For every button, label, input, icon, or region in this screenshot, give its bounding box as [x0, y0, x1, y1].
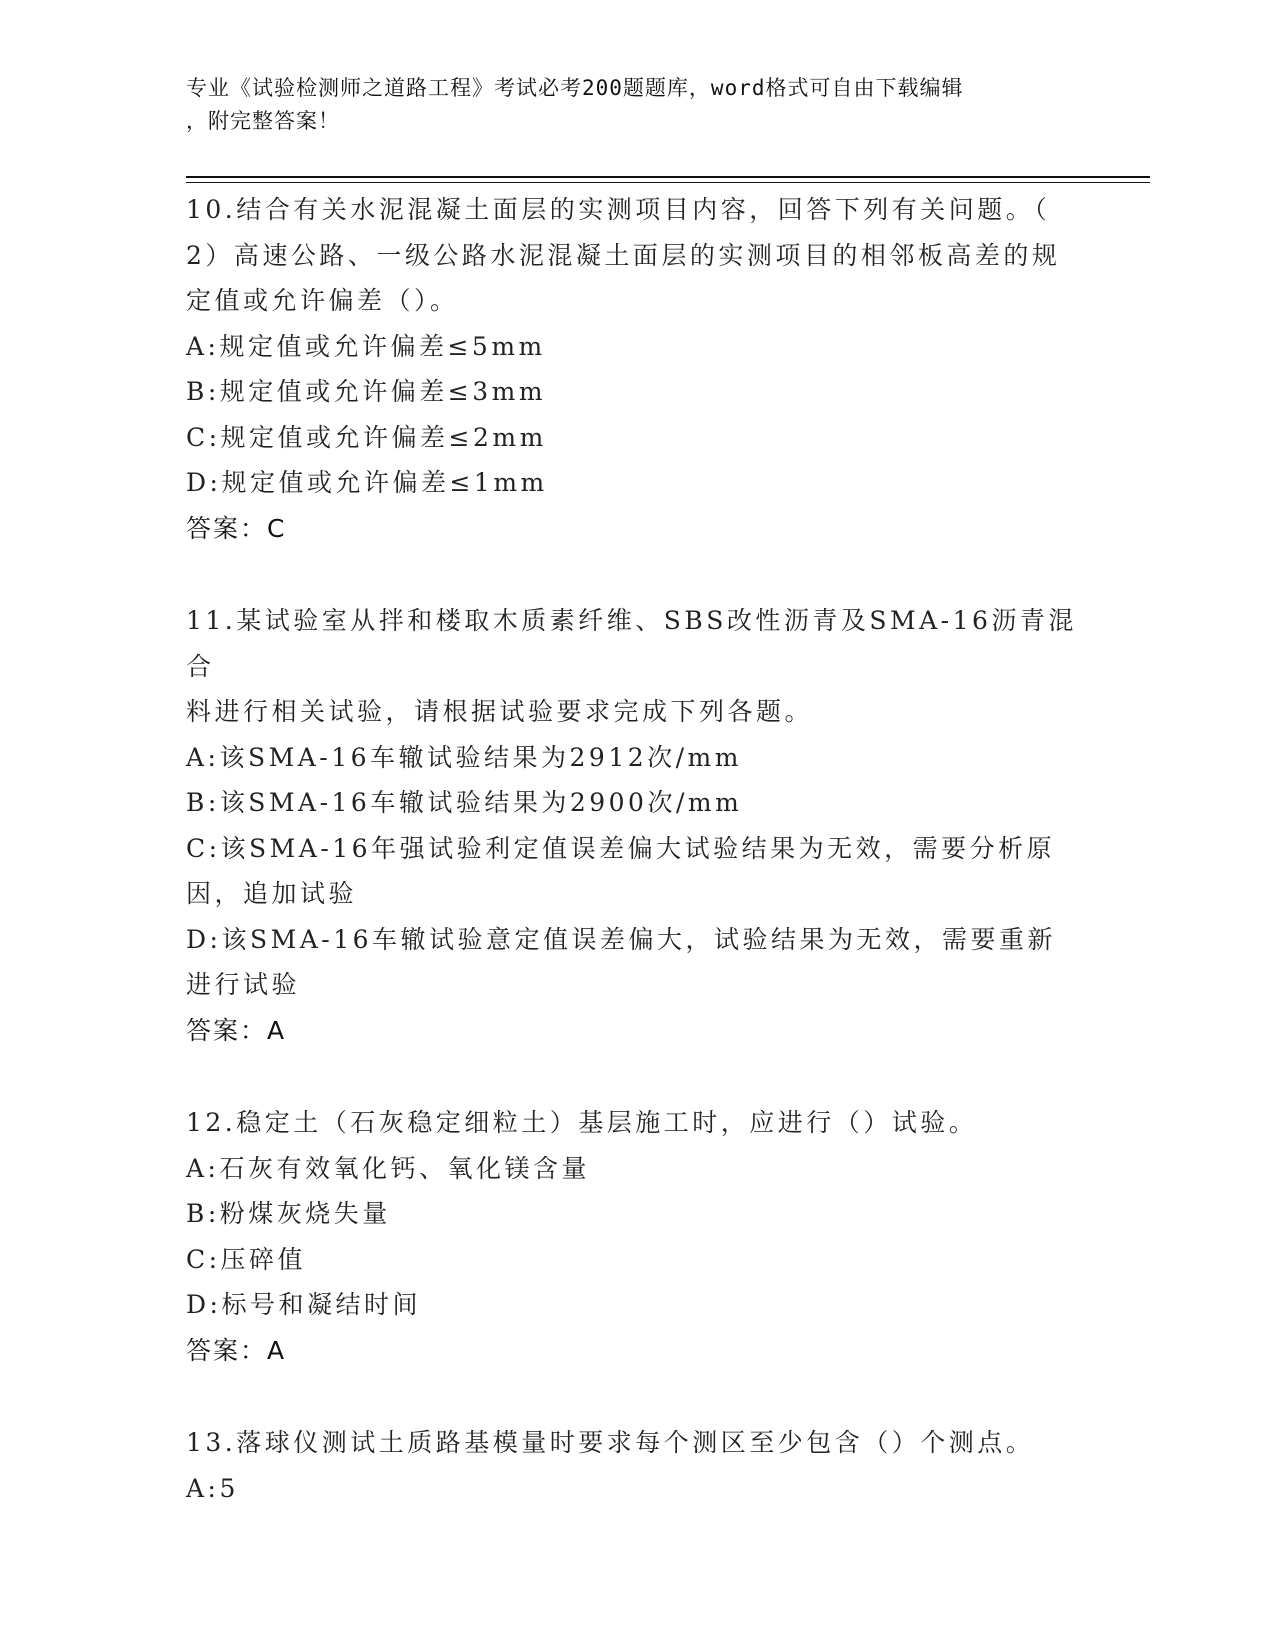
question-13-text-line-1: 13.落球仪测试土质路基模量时要求每个测区至少包含（）个测点。	[186, 1428, 1035, 1457]
question-10-text-line-3: 定值或允许偏差（）。	[186, 286, 459, 315]
question-11-option-d-line-2: 进行试验	[186, 970, 301, 999]
question-gap	[186, 1373, 1086, 1420]
question-10-text-line-1: 10.结合有关水泥混凝土面层的实测项目内容，回答下列有关问题。（	[186, 195, 1051, 224]
question-gap	[186, 551, 1086, 598]
question-10-option-a: A:规定值或允许偏差≤5mm	[186, 331, 546, 361]
question-list	[186, 187, 1086, 1511]
question-12-option-b: B:粉煤灰烧失量	[186, 1199, 391, 1228]
question-11-option-a: A:该SMA-16车辙试验结果为2912次/mm	[186, 742, 742, 772]
question-11	[186, 598, 1086, 1053]
question-13-option-a: A:5	[186, 1473, 239, 1503]
question-12-option-c: C:压碎值	[186, 1244, 307, 1274]
question-11-option-d-line-1: D:该SMA-16车辙试验意定值误差偏大，试验结果为无效，需要重新	[186, 924, 1057, 954]
question-10-option-b: B:规定值或允许偏差≤3mm	[186, 377, 547, 406]
question-11-option-c-line-2: 因，追加试验	[186, 879, 358, 908]
question-10-option-c: C:规定值或允许偏差≤2mm	[186, 422, 547, 452]
document-header	[186, 72, 1066, 138]
question-12-option-a: A:石灰有效氧化钙、氧化镁含量	[186, 1153, 590, 1183]
question-10-answer: 答案：C	[186, 513, 287, 543]
question-11-text-line-2: 料进行相关试验，请根据试验要求完成下列各题。	[186, 697, 814, 726]
question-13	[186, 1420, 1086, 1511]
question-12-option-d: D:标号和凝结时间	[186, 1290, 421, 1319]
header-divider-thin	[186, 182, 1150, 183]
header-line-2: ，附完整答案！	[186, 109, 340, 133]
question-11-answer: 答案：A	[186, 1015, 287, 1045]
question-12-text-line-1: 12.稳定土（石灰稳定细粒土）基层施工时，应进行（）试验。	[186, 1108, 978, 1137]
question-10	[186, 187, 1086, 551]
question-gap	[186, 1053, 1086, 1100]
question-10-text-line-2: 2）高速公路、一级公路水泥混凝土面层的实测项目的相邻板高差的规	[186, 240, 1061, 270]
question-12	[186, 1100, 1086, 1373]
question-10-option-d: D:规定值或允许偏差≤1mm	[186, 468, 548, 497]
question-11-text-line-1: 11.某试验室从拌和楼取木质素纤维、SBS改性沥青及SMA-16沥青混合	[186, 606, 1077, 681]
header-divider-thick	[186, 176, 1150, 178]
header-line-1: 专业《试验检测师之道路工程》考试必考200题题库，word格式可自由下载编辑	[186, 76, 964, 100]
question-12-answer: 答案：A	[186, 1335, 287, 1365]
question-11-option-b: B:该SMA-16车辙试验结果为2900次/mm	[186, 788, 743, 817]
question-11-option-c-line-1: C:该SMA-16年强试验利定值误差偏大试验结果为无效，需要分析原	[186, 833, 1056, 863]
